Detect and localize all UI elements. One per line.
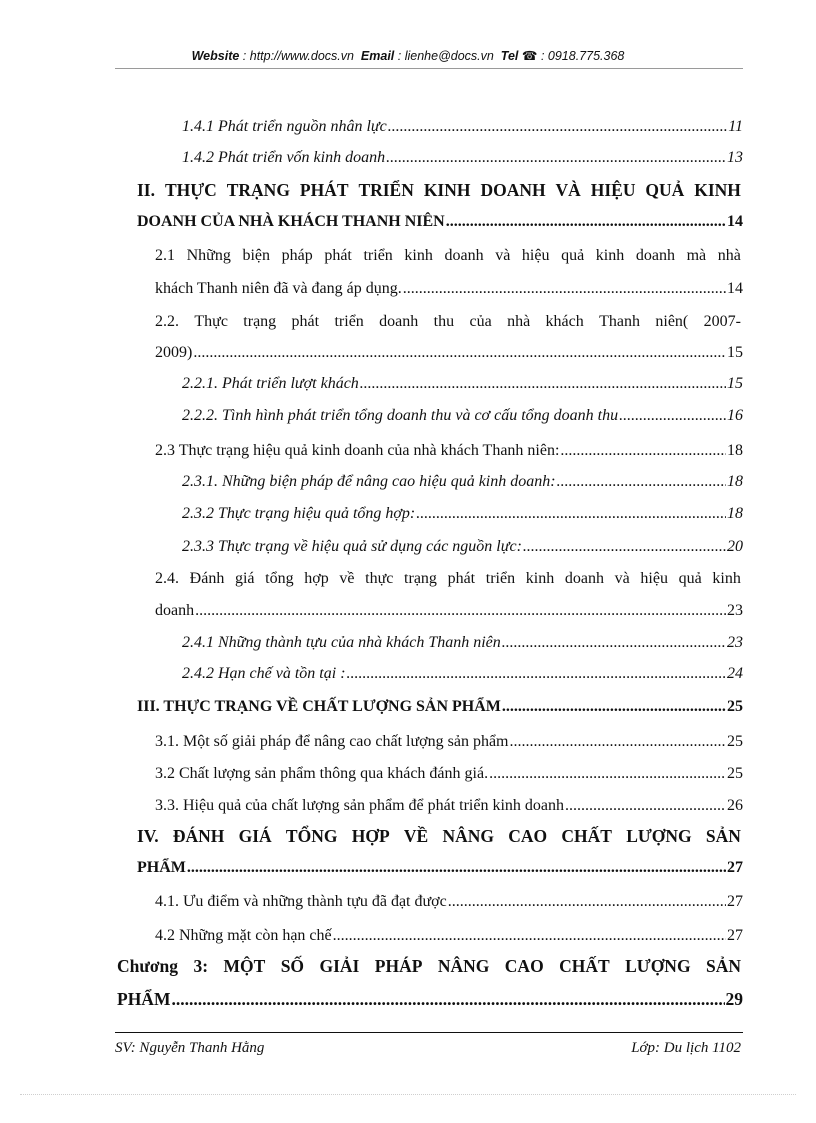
toc-word: trạng <box>243 313 277 330</box>
tel-label: Tel <box>500 49 519 63</box>
toc-word: KINH <box>694 180 741 200</box>
toc-word: QUẢ <box>645 180 685 200</box>
toc-word: ĐÁNH <box>172 826 225 846</box>
dot-leader <box>619 407 726 425</box>
toc-word: quả <box>561 247 585 264</box>
dot-leader <box>386 149 726 167</box>
toc-word: GIÁ <box>238 826 272 846</box>
toc-word: giá <box>234 570 255 587</box>
toc-entry-2-4-line1[interactable] <box>155 570 741 588</box>
dot-leader <box>195 602 726 620</box>
phone-icon: ☎ <box>521 49 538 63</box>
toc-entry-2-1-line2[interactable]: khách Thanh niên đã và đang áp dụng. ..... 14 <box>155 280 743 298</box>
toc-word: II. <box>137 180 155 200</box>
toc-word: doanh <box>564 570 604 587</box>
toc-word: CHẤT <box>561 826 612 846</box>
toc-word: SẢN <box>705 956 741 976</box>
class-name: Lớp: Du lịch 1102 <box>631 1040 741 1056</box>
toc-word: KINH <box>423 180 471 200</box>
toc-word: THỰC <box>164 180 217 200</box>
toc-word: nhà <box>507 313 531 330</box>
toc-word: 2.1 <box>155 247 175 264</box>
toc-word: NÂNG <box>437 956 490 976</box>
toc-entry-2-2-1[interactable]: 2.2.1. Phát triển lượt khách ..... 15 <box>182 375 743 393</box>
page-header <box>0 48 816 63</box>
toc-word: IV. <box>137 826 159 846</box>
toc-entry-2-2-2[interactable]: 2.2.2. Tình hình phát triển tổng doanh thu và cơ cấu tổng doanh thu ..... 16 <box>182 407 743 425</box>
dot-leader <box>502 698 726 716</box>
toc-word: HỢP <box>351 826 390 846</box>
toc-word: Những <box>186 247 231 264</box>
toc-word: của <box>469 313 492 330</box>
dot-leader <box>510 733 727 751</box>
dot-leader <box>446 213 726 231</box>
toc-word: triển <box>334 313 364 330</box>
toc-word: hợp <box>304 570 329 587</box>
toc-word: LƯỢNG <box>626 826 692 846</box>
toc-word: CAO <box>504 956 544 976</box>
phone-number: : 0918.775.368 <box>540 49 625 63</box>
dot-leader <box>502 634 726 652</box>
toc-word: tổng <box>265 570 294 587</box>
toc-word: triển <box>485 570 516 587</box>
toc-word: 2.4. <box>155 570 179 587</box>
toc-word: trạng <box>404 570 437 587</box>
toc-word: kinh <box>712 570 741 587</box>
toc-entry-3-2[interactable]: 3.2 Chất lượng sản phẩm thông qua khách đánh giá. ..... 25 <box>155 765 743 783</box>
website-label: Website <box>191 49 240 63</box>
dot-leader <box>489 765 726 783</box>
toc-word: và <box>614 570 630 587</box>
toc-word: về <box>339 570 355 587</box>
dot-leader <box>557 473 726 491</box>
toc-word: TRẠNG <box>226 180 290 200</box>
toc-word: doanh <box>379 313 419 330</box>
toc-word: kinh <box>525 570 555 587</box>
toc-entry-2-1-line1[interactable] <box>155 247 741 265</box>
toc-entry-2-2-line2[interactable]: 2009) ..... 15 <box>155 344 743 362</box>
toc-entry-2-4-1[interactable]: 2.4.1 Những thành tựu của nhà khách Thanh niên ..... 23 <box>182 634 743 652</box>
dot-leader <box>171 989 724 1010</box>
toc-word: CHẤT <box>559 956 610 976</box>
toc-word: PHÁP <box>374 956 423 976</box>
header-rule <box>115 68 743 69</box>
toc-word: Chương <box>117 956 179 976</box>
toc-entry-2-3-1[interactable]: 2.3.1. Những biện pháp để nâng cao hiệu quả kinh doanh: ..... 18 <box>182 473 743 491</box>
toc-word: LƯỢNG <box>625 956 691 976</box>
dot-leader <box>187 859 726 877</box>
toc-entry-2-3[interactable]: 2.3 Thực trạng hiệu quả kinh doanh của nhà khách Thanh niên: ..... 18 <box>155 442 743 460</box>
dot-leader <box>360 375 726 393</box>
toc-entry-2-3-3[interactable]: 2.3.3 Thực trạng về hiệu quả sử dụng các nguồn lực: ..... 20 <box>182 538 743 556</box>
dot-leader <box>448 893 726 911</box>
toc-word: niên( <box>655 313 689 330</box>
dot-leader <box>523 538 726 556</box>
toc-word: nhà <box>717 247 741 264</box>
toc-entry-IV-line1[interactable] <box>137 826 741 847</box>
toc-word: kinh <box>595 247 625 264</box>
toc-word: phát <box>324 247 352 264</box>
toc-word: HIỆU <box>590 180 636 200</box>
toc-word: TRIỂN <box>358 180 414 200</box>
toc-word: phát <box>291 313 320 330</box>
toc-word: TỔNG <box>285 826 338 846</box>
toc-entry-1-4-1[interactable]: 1.4.1 Phát triển nguồn nhân lực ..... 11 <box>182 118 743 136</box>
toc-word: mà <box>686 247 707 264</box>
toc-word: doanh <box>444 247 484 264</box>
toc-entry-2-3-2[interactable]: 2.3.2 Thực trạng hiệu quả tổng hợp: ..... 18 <box>182 505 743 523</box>
toc-word: thu <box>433 313 455 330</box>
toc-word: PHÁT <box>299 180 349 200</box>
dot-leader <box>193 344 726 362</box>
toc-word: CAO <box>508 826 548 846</box>
dot-leader <box>560 442 726 460</box>
toc-word: 2007- <box>703 313 741 330</box>
toc-entry-4-2[interactable]: 4.2 Những mặt còn hạn chế ..... 27 <box>155 927 743 945</box>
toc-word: phát <box>447 570 476 587</box>
toc-entry-IV-line2[interactable]: PHẨM ..... 27 <box>137 859 743 877</box>
email-label: Email <box>360 49 395 63</box>
toc-entry-chapter-3-line1[interactable] <box>117 956 741 977</box>
toc-entry-3-3[interactable]: 3.3. Hiệu quả của chất lượng sản phẩm để phát triển kinh doanh ..... 26 <box>155 797 743 815</box>
toc-word: doanh <box>635 247 675 264</box>
dot-leader <box>388 118 727 136</box>
toc-word: thực <box>365 570 394 587</box>
dot-leader <box>403 280 726 298</box>
toc-entry-1-4-2[interactable]: 1.4.2 Phát triển vốn kinh doanh ..... 13 <box>182 149 743 167</box>
toc-word: quả <box>678 570 702 587</box>
toc-entry-4-1[interactable]: 4.1. Ưu điểm và những thành tựu đã đạt được ..... 27 <box>155 893 743 911</box>
footer-rule <box>115 1032 743 1033</box>
toc-word: VỀ <box>403 826 429 846</box>
page-footer <box>115 1040 741 1057</box>
dot-leader <box>416 505 726 523</box>
toc-entry-2-2-line1[interactable] <box>155 313 741 331</box>
toc-word: 2.2. <box>155 313 179 330</box>
toc-entry-II-line1[interactable] <box>137 180 741 201</box>
toc-entry-2-4-line2[interactable]: doanh ..... 23 <box>155 602 743 620</box>
toc-word: DOANH <box>480 180 546 200</box>
toc-word: GIẢI <box>319 956 360 976</box>
toc-word: Đánh <box>189 570 225 587</box>
toc-word: 3: <box>193 956 209 976</box>
toc-word: SẢN <box>705 826 741 846</box>
toc-entry-2-4-2[interactable]: 2.4.2 Hạn chế và tồn tại : ..... 24 <box>182 665 743 683</box>
toc-word: pháp <box>281 247 313 264</box>
website-url[interactable]: : http://www.docs.vn <box>242 49 354 63</box>
toc-entry-II-line2[interactable]: DOANH CỦA NHÀ KHÁCH THANH NIÊN ..... 14 <box>137 213 743 231</box>
toc-word: hiệu <box>640 570 668 587</box>
toc-word: biện <box>242 247 270 264</box>
page-edge <box>20 1094 796 1095</box>
dot-leader <box>565 797 726 815</box>
toc-entry-III[interactable]: III. THỰC TRẠNG VỀ CHẤT LƯỢNG SẢN PHẨM ..... 25 <box>137 698 743 716</box>
toc-entry-chapter-3-line2[interactable]: PHẨM ..... 29 <box>117 989 743 1010</box>
toc-word: Thanh <box>599 313 640 330</box>
toc-word: khách <box>545 313 584 330</box>
toc-word: triển <box>363 247 393 264</box>
toc-entry-3-1[interactable]: 3.1. Một số giải pháp để nâng cao chất lượng sản phẩm ..... 25 <box>155 733 743 751</box>
dot-leader <box>333 927 726 945</box>
toc-word: NÂNG <box>442 826 494 846</box>
toc-word: kinh <box>404 247 433 264</box>
toc-word: SỐ <box>280 956 305 976</box>
toc-word: hiệu <box>521 247 550 264</box>
dot-leader <box>347 665 726 683</box>
toc-word: Thực <box>194 313 228 330</box>
toc-word: MỘT <box>223 956 266 976</box>
email-address[interactable]: : lienhe@docs.vn <box>397 49 494 63</box>
toc-word: VÀ <box>555 180 581 200</box>
student-name: SV: Nguyễn Thanh Hằng <box>115 1040 265 1056</box>
toc-word: và <box>495 247 511 264</box>
